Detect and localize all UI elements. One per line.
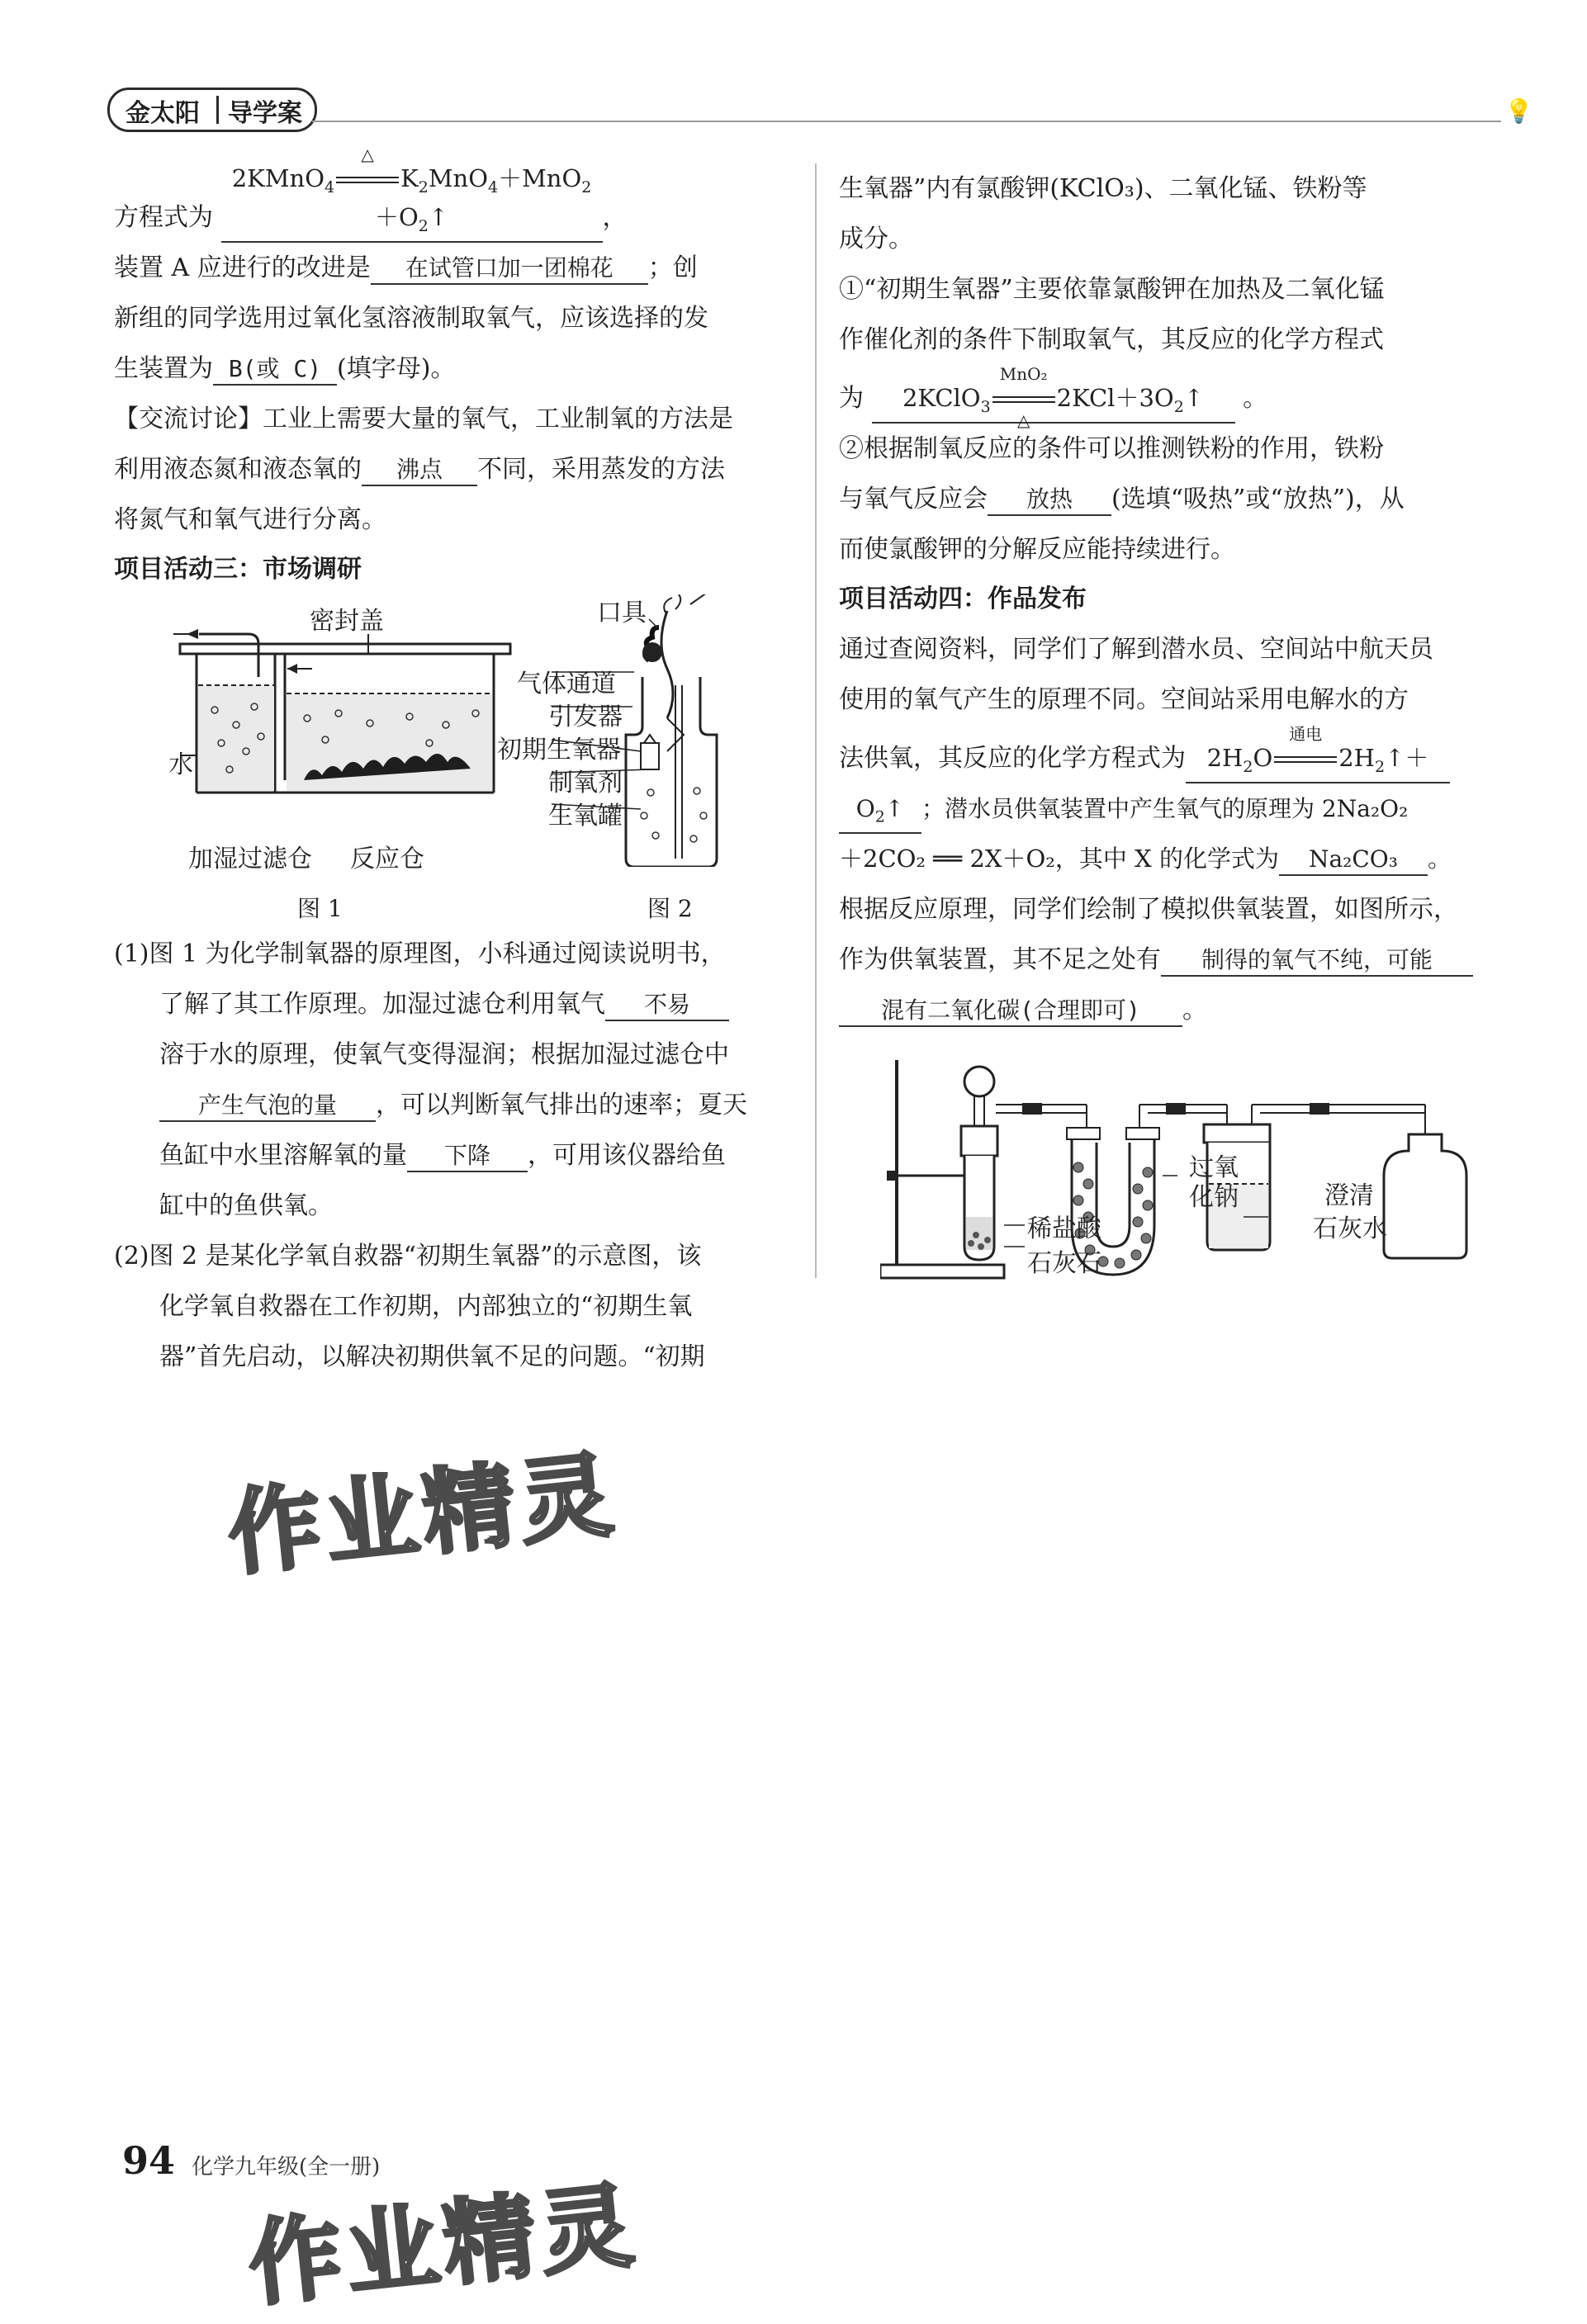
r4: 作催化剂的条件下制取氧气，其反应的化学方程式 bbox=[839, 325, 1384, 354]
condition: 通电 bbox=[1289, 724, 1323, 744]
book-title: 化学九年级(全一册) bbox=[192, 2155, 381, 2180]
text: ，可用该仪器给鱼 bbox=[528, 1140, 726, 1170]
label-trigger: 引发器 bbox=[548, 702, 623, 731]
r12 bbox=[839, 783, 1518, 834]
line4 bbox=[114, 343, 794, 394]
label-gas-channel: 气体通道 bbox=[517, 669, 616, 698]
r7 bbox=[839, 474, 1518, 524]
watermark-center: 作业精灵 bbox=[223, 1441, 623, 1589]
answer-shortcoming-1: 制得的氧气不纯，可能 bbox=[1161, 945, 1473, 977]
answer-o2: $O_2↑$ bbox=[839, 794, 921, 834]
q1-line3: 溶于水的原理，使氧气变得湿润；根据加湿过滤仓中 bbox=[159, 1039, 729, 1069]
figure-1-diagram bbox=[163, 627, 527, 817]
answer-eq1: 2KMnO$_4$ △ $K_2MnO_4+MnO_2+O_2↑$ bbox=[221, 163, 603, 243]
text: ＋2CO₂ ══ 2X＋O₂，其中 X 的化学式为 bbox=[839, 845, 1279, 873]
text: (填字母)。 bbox=[337, 353, 456, 383]
r13 bbox=[839, 834, 1518, 884]
r2: 成分。 bbox=[839, 225, 913, 253]
q2-line1: (2)图 2 是某化学氧自救器“初期生氧器”的示意图，该 bbox=[114, 1241, 702, 1271]
answer-exothermic: 放热 bbox=[988, 485, 1111, 516]
answer-device: B(或 C) bbox=[213, 354, 337, 386]
label-limewater-1: 澄清 bbox=[1324, 1181, 1374, 1210]
text: 方程式为 bbox=[114, 202, 213, 232]
q1-line4 bbox=[114, 1080, 794, 1130]
page-header bbox=[107, 76, 1533, 134]
r1: 生氧器”内有氯酸钾(KClO₃)、二氧化锰、铁粉等 bbox=[839, 174, 1367, 203]
page-number: 94 bbox=[122, 2138, 176, 2183]
label-lid: 密封盖 bbox=[310, 606, 384, 636]
brand-subtitle: 导学案 bbox=[228, 99, 302, 128]
lightbulb-icon: 💡 bbox=[1504, 97, 1533, 125]
text: 生装置为 bbox=[114, 353, 213, 383]
q2-line3: 器”首先启动，以解决初期供氧不足的问题。“初期 bbox=[159, 1342, 705, 1371]
answer-shortcoming-2: 混有二氧化碳(合理即可) bbox=[839, 996, 1182, 1027]
reaction-arrow bbox=[991, 364, 1057, 430]
answer-boiling: 沸点 bbox=[362, 455, 477, 486]
label-sodium-peroxide-2: 化钠 bbox=[1189, 1183, 1239, 1212]
eq1-line bbox=[114, 144, 794, 243]
text: 不同，采用蒸发的方法 bbox=[477, 454, 725, 484]
text: 利用液态氮和液态氧的 bbox=[114, 454, 362, 484]
label-dilute-hcl: 稀盐酸 bbox=[1027, 1214, 1101, 1243]
text: 鱼缸中水里溶解氧的量 bbox=[159, 1140, 407, 1170]
column-divider bbox=[815, 163, 817, 1278]
catalyst: MnO₂ bbox=[999, 364, 1048, 384]
label-reaction-chamber: 反应仓 bbox=[350, 844, 424, 873]
r9: 通过查阅资料，同学们了解到潜水员、空间站中航天员 bbox=[839, 635, 1433, 664]
figures-area bbox=[114, 594, 794, 929]
brand-divider bbox=[216, 96, 219, 124]
section4-title: 项目活动四：作品发布 bbox=[839, 585, 1087, 613]
r3: ①“初期生氧器”主要依靠氯酸钾在加热及二氧化锰 bbox=[839, 275, 1385, 304]
answer-na2co3: Na₂CO₃ bbox=[1279, 845, 1428, 876]
section3-title: 项目活动三：市场调研 bbox=[114, 554, 362, 584]
line3: 新组的同学选用过氧化氢溶液制取氧气，应该选择的发 bbox=[114, 303, 708, 333]
q2-line2: 化学氧自救器在工作初期，内部独立的“初期生氧 bbox=[159, 1291, 693, 1321]
text: 。 bbox=[1243, 384, 1268, 413]
r11 bbox=[839, 725, 1518, 783]
label-initial-generator: 初期生氧器 bbox=[497, 735, 621, 764]
label-sodium-peroxide-1: 过氧 bbox=[1189, 1153, 1239, 1182]
answer-kclo3-eq: 2KClO$_3$ MnO₂ △ $2KCl+3O_2↑$ bbox=[872, 383, 1235, 424]
answer-insoluble: 不易 bbox=[605, 990, 729, 1021]
text: 为 bbox=[839, 384, 864, 413]
text: 了解了其工作原理。加湿过滤仓利用氧气 bbox=[159, 989, 605, 1019]
label-limewater-2: 石灰水 bbox=[1313, 1214, 1387, 1243]
answer-decrease: 下降 bbox=[407, 1141, 528, 1172]
answer-improve: 在试管口加一团棉花 bbox=[371, 253, 648, 285]
reaction-arrow bbox=[334, 144, 400, 193]
figure-3-area bbox=[839, 1047, 1518, 1295]
label-oxygen-agent: 制氧剂 bbox=[548, 768, 623, 798]
line7: 将氮气和氧气进行分离。 bbox=[114, 504, 386, 534]
text: ， bbox=[602, 202, 628, 232]
r8: 而使氯酸钾的分解反应能持续进行。 bbox=[839, 535, 1235, 564]
condition: △ bbox=[361, 144, 374, 164]
r15 bbox=[839, 935, 1518, 985]
text: ，可以判断氧气排出的速率；夏天 bbox=[376, 1090, 747, 1119]
header-rule bbox=[312, 121, 1501, 122]
line2 bbox=[114, 243, 794, 293]
text: (选填“吸热”或“放热”)，从 bbox=[1111, 485, 1405, 514]
text: 装置 A 应进行的改进是 bbox=[114, 253, 371, 282]
watermark-bottom: 作业精灵 bbox=[244, 2171, 643, 2320]
label-limestone: 石灰石 bbox=[1027, 1249, 1101, 1278]
reaction-arrow bbox=[1272, 724, 1338, 773]
text: 。 bbox=[1427, 845, 1452, 873]
text: 。 bbox=[1182, 996, 1207, 1025]
label-water: 水 bbox=[168, 750, 193, 779]
text: 法供氧，其反应的化学方程式为 bbox=[839, 744, 1186, 773]
r6: ②根据制氧反应的条件可以推测铁粉的作用，铁粉 bbox=[839, 434, 1384, 463]
r10: 使用的氧气产生的原理不同。空间站采用电解水的方 bbox=[839, 685, 1409, 714]
left-column bbox=[114, 144, 794, 1382]
line6 bbox=[114, 444, 794, 495]
answer-bubbles: 产生气泡的量 bbox=[159, 1091, 376, 1122]
r14: 根据反应原理，同学们绘制了模拟供氧装置，如图所示， bbox=[839, 895, 1458, 924]
figure-1-caption: 图 1 bbox=[297, 894, 343, 922]
q1-line2 bbox=[114, 979, 794, 1029]
text: 与氧气反应会 bbox=[839, 485, 988, 514]
q1-line6: 缸中的鱼供氧。 bbox=[159, 1190, 333, 1220]
condition: △ bbox=[1016, 410, 1030, 430]
text: 作为供氧装置，其不足之处有 bbox=[839, 945, 1161, 974]
r16 bbox=[839, 985, 1518, 1035]
text: ；潜水员供氧装置中产生氧气的原理为 2Na₂O₂ bbox=[921, 795, 1409, 822]
label-mouthpiece: 口具 bbox=[597, 598, 647, 627]
brand-name: 金太阳 bbox=[126, 99, 200, 128]
discussion-line: 【交流讨论】工业上需要大量的氧气，工业制氧的方法是 bbox=[114, 404, 733, 433]
label-humid-chamber: 加湿过滤仓 bbox=[188, 844, 312, 873]
answer-water-electrolysis: $2H_2O$ 通电 $2H_2↑+$ bbox=[1186, 743, 1450, 783]
q1-line1: (1)图 1 为化学制氧器的原理图，小科通过阅读说明书， bbox=[114, 939, 726, 968]
label-generator-tank: 生氧罐 bbox=[548, 801, 623, 831]
right-column bbox=[839, 163, 1518, 1295]
figure-2-caption: 图 2 bbox=[647, 894, 693, 922]
r5 bbox=[839, 364, 1518, 430]
q1-line5 bbox=[114, 1130, 794, 1181]
text: ；创 bbox=[647, 253, 698, 282]
